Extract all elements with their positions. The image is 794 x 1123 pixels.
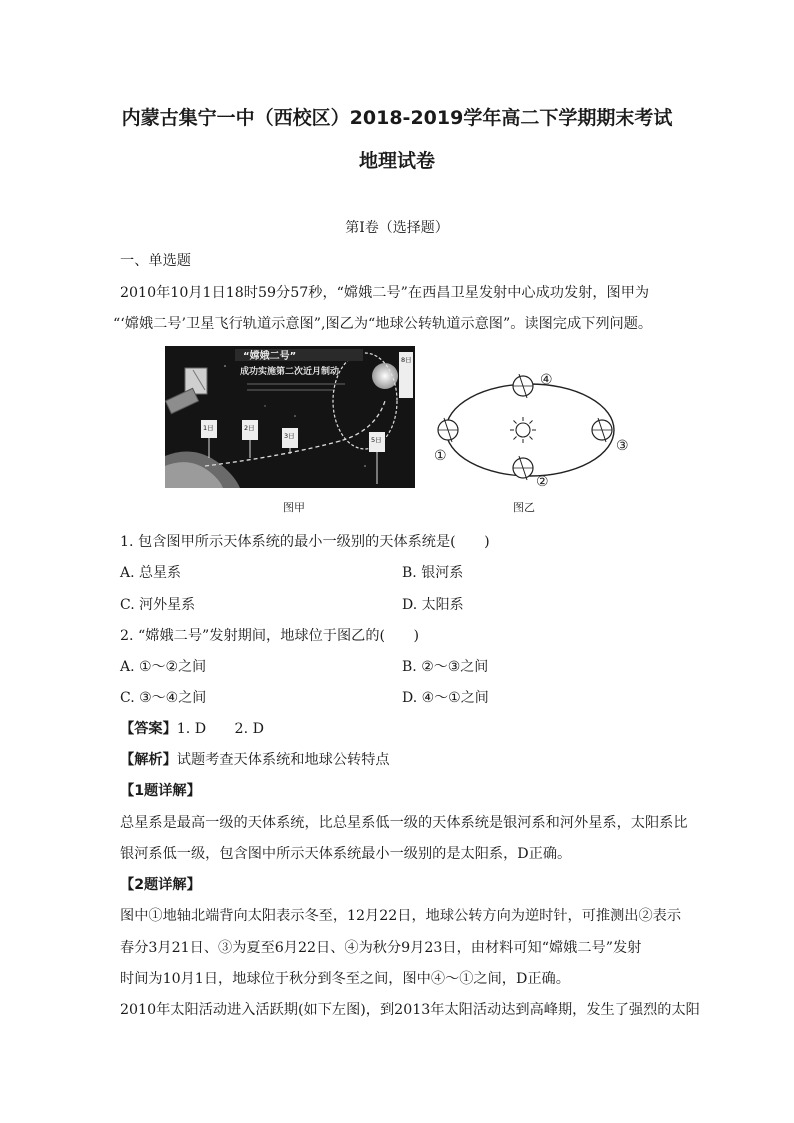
exam-title-line1: 内蒙古集宁一中（西校区）2018-2019学年高二下学期期末考试 (121, 107, 673, 129)
analysis-text: 试题考查天体系统和地球公转特点 (176, 752, 390, 768)
q2-option-d: D. ④～①之间 (402, 690, 489, 706)
figure-a-orbit-photo (165, 346, 415, 488)
question-1-stem: 1. 包含图甲所示天体系统的最小一级别的天体系统是( ) (120, 534, 490, 550)
answer-row (120, 718, 680, 738)
earth-position-3 (592, 418, 612, 442)
answer-label: 【答案】 (120, 721, 177, 737)
answer-text: 1. D 2. D (176, 721, 264, 737)
intro-line-2: “‘嫦娥二号’卫星飞行轨道示意图”,图乙为“地球公转轨道示意图”。读图完成下列问题。 (113, 316, 653, 332)
label-day8 (399, 352, 413, 398)
caption-b: 图乙 (513, 501, 535, 514)
analysis-row (120, 749, 680, 769)
section-label: 第Ⅰ卷（选择题） (345, 220, 449, 236)
detail-2-line-3: 时间为10月1日，地球位于秋分到冬至之间，图中④～①之间，D正确。 (120, 971, 570, 987)
marker-4: ④ (540, 372, 553, 388)
marker-1: ① (434, 448, 447, 464)
svg-text:2日: 2日 (244, 424, 255, 432)
detail-2-line-2: 春分3月21日、③为夏至6月22日、④为秋分9月23日，由材料可知“嫦娥二号”发射 (120, 940, 642, 956)
exam-title-line2: 地理试卷 (358, 150, 435, 172)
svg-text:3日: 3日 (284, 432, 295, 440)
svg-text:8日: 8日 (401, 356, 412, 364)
question-2-stem: 2. “嫦娥二号”发射期间，地球位于图乙的( ) (120, 628, 419, 644)
q2-option-b: B. ②～③之间 (402, 659, 489, 675)
banner-text: “嫦娥二号” (243, 351, 297, 362)
part-label: 一、单选题 (120, 253, 191, 269)
banner-text-2: 成功实施第二次近月制动 (240, 367, 340, 377)
detail-2-line-1: 图中①地轴北端背向太阳表示冬至，12月22日，地球公转方向为逆时针，可推测出②表示 (120, 908, 682, 924)
q1-option-a: A. 总星系 (120, 565, 182, 581)
q1-option-d: D. 太阳系 (402, 597, 464, 613)
figure-area (165, 346, 635, 516)
detail-2-heading: 【2题详解】 (120, 877, 201, 893)
detail-1-line-1: 总星系是最高一级的天体系统，比总星系低一级的天体系统是银河系和河外星系，太阳系比 (120, 815, 688, 831)
detail-1-line-2: 银河系低一级，包含图中所示天体系统最小一级别的是太阳系，D正确。 (120, 846, 572, 862)
q2-option-c: C. ③～④之间 (120, 690, 207, 706)
figure-a-graphic (165, 346, 415, 488)
figure-b-earth-orbit (430, 364, 635, 494)
q2-option-a: A. ①～②之间 (120, 659, 207, 675)
svg-text:5日: 5日 (371, 436, 382, 444)
sun-icon (510, 417, 536, 443)
detail-1-heading: 【1题详解】 (120, 783, 201, 799)
earth-position-1 (438, 418, 458, 442)
marker-3: ③ (616, 438, 629, 454)
svg-text:1日: 1日 (203, 424, 214, 432)
analysis-label: 【解析】 (120, 752, 177, 768)
caption-a: 图甲 (283, 501, 305, 514)
moon-icon (372, 363, 398, 389)
trailing-line-1: 2010年太阳活动进入活跃期(如下左图)，到2013年太阳活动达到高峰期，发生了强烈的太阳 (120, 1002, 700, 1018)
marker-2: ② (536, 474, 549, 490)
q1-option-b: B. 银河系 (402, 565, 464, 581)
q1-option-c: C. 河外星系 (120, 597, 196, 613)
earth-position-4 (513, 374, 533, 398)
intro-line-1: 2010年10月1日18时59分57秒，“嫦娥二号”在西昌卫星发射中心成功发射，图甲为 (120, 285, 650, 301)
